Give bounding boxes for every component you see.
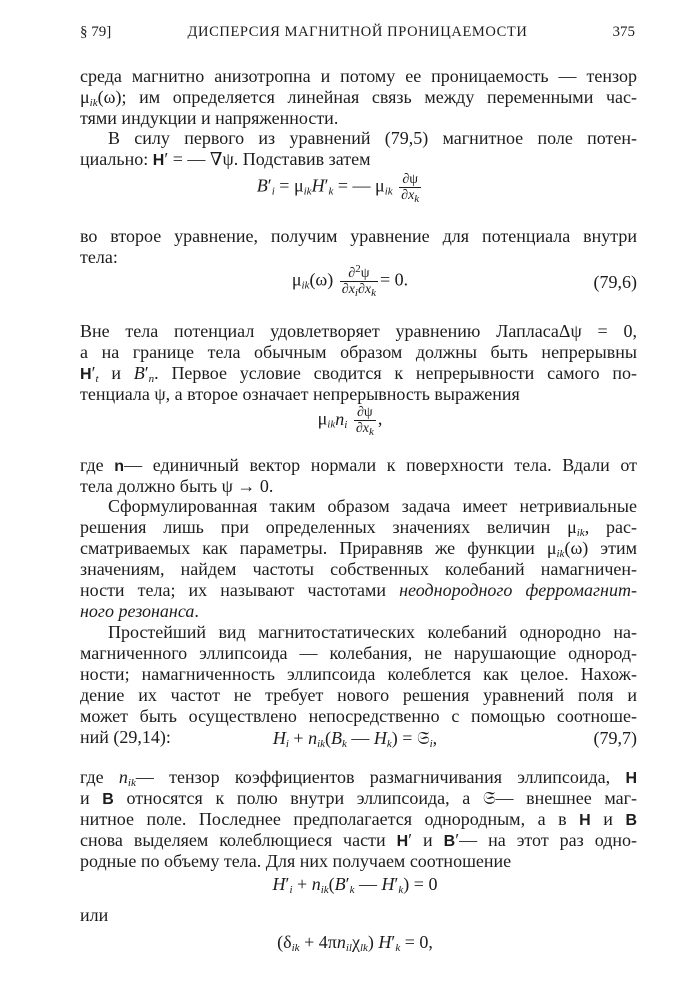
para8-line5: родные по объему тела. Для них получаем соотношение bbox=[80, 851, 512, 871]
para8-line4: снова выделяем колеблющиеся части H′ и B′— на этот раз одно- bbox=[80, 830, 637, 850]
para1-line2: $\mu_{ik}(\omega)$; им определяется линейная связь между переменными час- bbox=[80, 87, 637, 109]
para5-line1: где n— единичный вектор нормали к поверхности тела. Вдали от bbox=[80, 455, 637, 475]
formula-b-prime: $B'_i = \mu_{ik}H'_k$ = — $\mu_{ik}$ $\frac{\partial\psi}{\partial x_k}$ bbox=[256, 172, 420, 205]
para8-line1: где $n_{ik}—$ тензор коэффициентов размагничивания эллипсоида, H bbox=[80, 767, 637, 789]
para3-line2: тела: bbox=[80, 247, 118, 267]
para3-line1: во второе уравнение, получим уравнение для потенциала внутри bbox=[80, 226, 637, 246]
para6-line1: Сформулированная таким образом задача имеет нетривиальные bbox=[108, 496, 637, 516]
para1-line1: среда магнитно анизотропна и потому ее проницаемость — тензор bbox=[80, 66, 637, 86]
para8-line2: и B относятся к полю внутри эллипсоида, а 𝔖— внешнее маг- bbox=[80, 788, 638, 808]
para5-line2: тела должно быть ψ → 0. bbox=[80, 476, 274, 496]
para8-line3: нитное поле. Последнее предполагается однородным, а в H и B bbox=[80, 809, 638, 829]
para2-line1: В силу первого из уравнений (79,5) магнитное поле потен- bbox=[108, 128, 637, 148]
para6-line6: ного резонанса. bbox=[80, 601, 199, 621]
para7-line6: ний (29,14): bbox=[80, 727, 171, 747]
para6-line2: решения лишь при определенных значениях величин $\mu_{ik}$, рас- bbox=[80, 517, 637, 539]
para6-line3: сматриваемых как параметры. Приравняв же функции $\mu_{ik}(\omega)$ этим bbox=[80, 538, 638, 560]
formula-delta: $(\delta_{ik} + 4\pi n_{il}\chi_{lk}) H'_k = 0$, bbox=[277, 932, 433, 954]
word-or: или bbox=[80, 905, 109, 925]
para1-line3: тями индукции и напряженности. bbox=[80, 108, 339, 128]
para7-line2: магниченного эллипсоида — колебания, не нарушающие однород- bbox=[80, 643, 637, 663]
para4-line1: Вне тела потенциал удовлетворяет уравнению ЛапласаΔψ = 0, bbox=[80, 321, 637, 341]
para6-line4: значениям, найдем частоты собственных колебаний намагничен- bbox=[80, 559, 637, 579]
formula-h-prime: $H'_i + n_{ik}(B'_k$ — $H'_k) = 0$ bbox=[272, 874, 438, 896]
para2-line2: циально: H′ = — ∇ψ. Подставив затем bbox=[80, 149, 371, 169]
para4-line2: а на границе тела обычным образом должны быть непрерывны bbox=[80, 342, 637, 362]
equation-79-7: $H_i + n_{ik}(B_k$ — $H_k$) = 𝔖$_i$, bbox=[272, 728, 438, 750]
para4-line3: $H'_t$ и $B'_n$. Первое условие сводится к непрерывности самого по- bbox=[80, 363, 637, 385]
para7-line4: дение их частот не требует нового решения уравнений поля и bbox=[80, 685, 637, 705]
para6-line5: ности тела; их называют частотами неоднородного ферромагнит- bbox=[80, 580, 637, 600]
eq-number-79-6: (79,6) bbox=[593, 272, 637, 292]
eq-number-79-7: (79,7) bbox=[593, 728, 637, 748]
para7-line5: может быть осуществлено непосредственно с помощью соотноше- bbox=[80, 706, 637, 726]
section-label: § 79] bbox=[80, 24, 112, 40]
para4-line4: тенциала ψ, а второе означает непрерывность выражения bbox=[80, 384, 520, 404]
running-header bbox=[80, 24, 635, 46]
formula-normal-derivative: $\mu_{ik}n_i$ $\frac{\partial\psi}{\partial x_k}$ , bbox=[317, 405, 383, 438]
page-number: 375 bbox=[612, 24, 635, 40]
chapter-title: ДИСПЕРСИЯ МАГНИТНОЙ ПРОНИЦАЕМОСТИ bbox=[187, 24, 528, 40]
para7-line1: Простейший вид магнитостатических колебаний однородно на- bbox=[108, 622, 637, 642]
equation-79-6: $\mu_{ik}(\omega)$ $\frac{\partial^2\psi}{\partial x_i\partial x_k}$ = 0. bbox=[291, 263, 409, 299]
para7-line3: ности; намагниченность эллипсоида колеблется как целое. Нахож- bbox=[80, 664, 637, 684]
